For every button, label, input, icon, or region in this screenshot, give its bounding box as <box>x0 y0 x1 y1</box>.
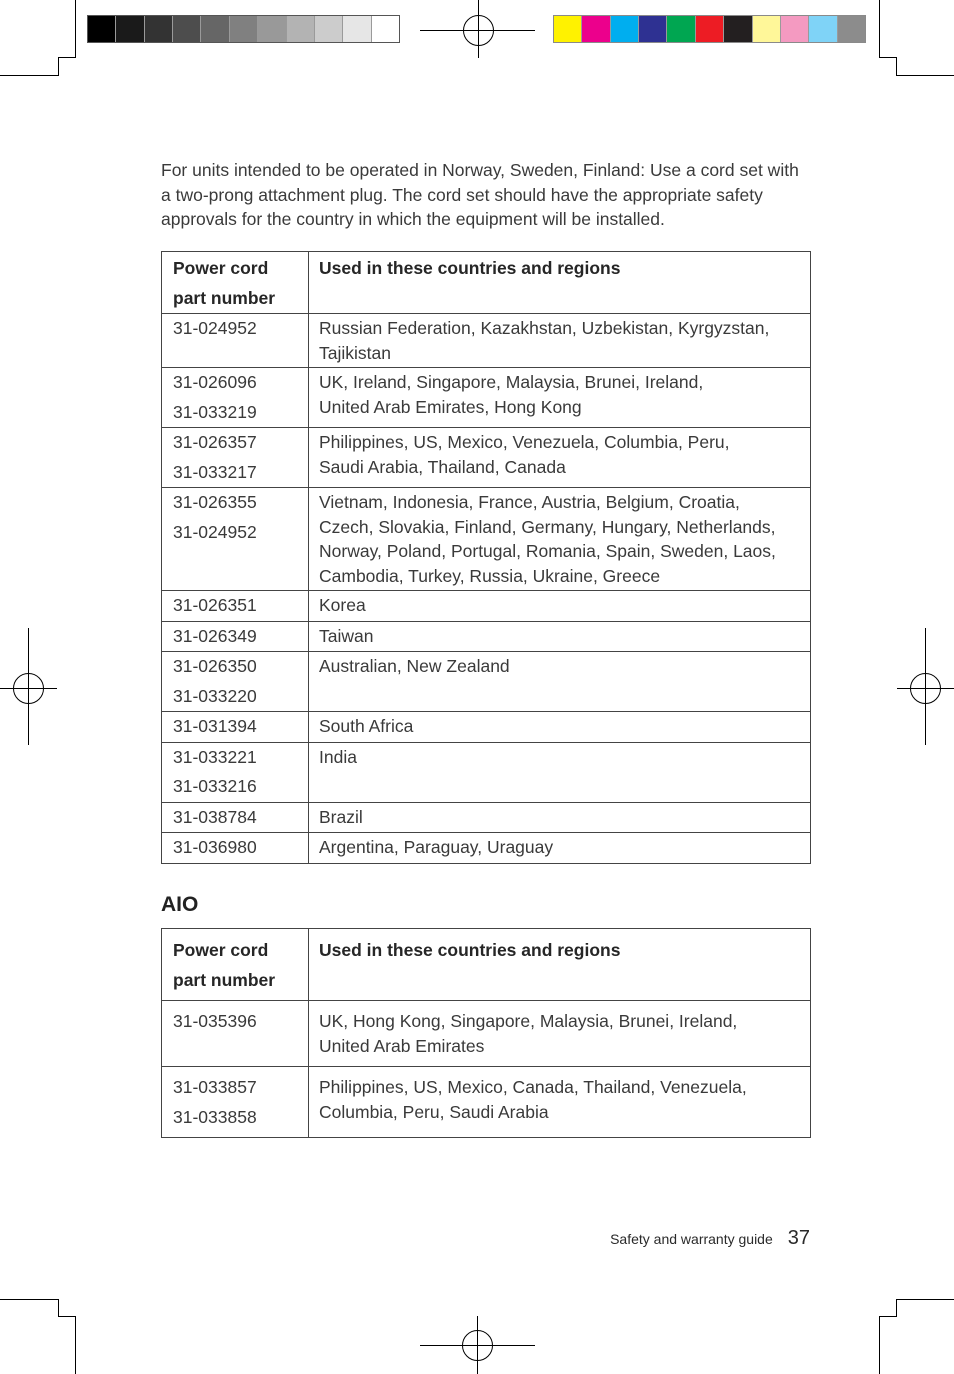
part-number-cell <box>162 802 309 833</box>
countries-cell <box>309 652 811 712</box>
part-number: 31-036980 <box>173 837 257 857</box>
grayscale-swatch <box>173 16 201 42</box>
process-color-bar <box>553 15 866 43</box>
color-swatch <box>667 16 695 42</box>
table-row <box>162 428 811 488</box>
part-number-cell <box>162 488 309 591</box>
countries-line: Saudi Arabia, Thailand, Canada <box>319 456 566 477</box>
part-number: 31-024952 <box>173 318 257 338</box>
intro-paragraph <box>161 158 799 232</box>
part-number: 31-026351 <box>173 595 257 615</box>
part-number: 31-033219 <box>173 401 257 422</box>
countries-cell <box>309 1067 811 1138</box>
crop-mark-bottom-right <box>880 1300 954 1374</box>
grayscale-color-bar <box>87 15 400 43</box>
part-number-cell <box>162 833 309 864</box>
registration-mark-top <box>420 0 535 58</box>
page-footer <box>610 1226 810 1250</box>
table-row <box>162 488 811 591</box>
countries-cell <box>309 428 811 488</box>
header-row <box>162 929 811 1001</box>
header-line: Power cord <box>173 940 269 960</box>
countries-cell <box>309 742 811 802</box>
intro-line: a two-prong attachment plug. The cord set should have the appropriate safety <box>161 184 763 205</box>
countries-cell <box>309 488 811 591</box>
part-number-cell <box>162 1001 309 1067</box>
crop-mark-top-left <box>0 0 76 76</box>
countries-line: Tajikistan <box>319 342 391 363</box>
table-header <box>162 929 811 1001</box>
countries-line: Korea <box>319 595 366 615</box>
header-row <box>162 252 811 314</box>
crop-line <box>0 0 76 76</box>
crop-line <box>0 1300 76 1374</box>
part-number: 31-033217 <box>173 461 257 482</box>
registration-mark-bottom <box>420 1316 535 1374</box>
part-number-header <box>162 252 309 314</box>
crop-mark-bottom-left <box>0 1300 76 1374</box>
part-number-cell <box>162 591 309 622</box>
table-row <box>162 742 811 802</box>
part-number: 31-026350 <box>173 656 257 676</box>
countries-cell <box>309 1001 811 1067</box>
table-row <box>162 368 811 428</box>
part-number: 31-033857 <box>173 1077 257 1097</box>
countries-line: Argentina, Paraguay, Uraguay <box>319 837 554 857</box>
countries-line: Czech, Slovakia, Finland, Germany, Hungary, Netherlands, <box>319 516 776 537</box>
countries-line: Australian, New Zealand <box>319 656 510 676</box>
color-swatch <box>753 16 781 42</box>
part-number: 31-033858 <box>173 1107 257 1127</box>
part-number: 31-026349 <box>173 625 257 646</box>
table-row <box>162 802 811 833</box>
header-line: part number <box>173 970 276 990</box>
countries-cell <box>309 621 811 652</box>
countries-line: United Arab Emirates <box>319 1035 485 1056</box>
grayscale-swatch <box>201 16 229 42</box>
countries-cell <box>309 833 811 864</box>
part-number: 31-026357 <box>173 432 257 452</box>
table-row <box>162 652 811 712</box>
color-swatch <box>724 16 752 42</box>
registration-mark-right <box>897 628 954 745</box>
registration-circle <box>911 674 941 704</box>
table-header <box>162 252 811 314</box>
color-swatch <box>639 16 667 42</box>
color-swatch <box>611 16 639 42</box>
color-swatch <box>781 16 809 42</box>
part-number: 31-033221 <box>173 746 257 767</box>
page-number: 37 <box>787 1227 810 1249</box>
countries-line: UK, Ireland, Singapore, Malaysia, Brunei, Ireland, <box>319 372 704 392</box>
countries-cell <box>309 712 811 743</box>
header-line: part number <box>173 288 276 308</box>
countries-line: Philippines, US, Mexico, Venezuela, Columbia, Peru, <box>319 432 730 452</box>
color-swatch <box>838 16 865 42</box>
crop-mark-top-right <box>880 0 954 76</box>
countries-line: Columbia, Peru, Saudi Arabia <box>319 1101 549 1122</box>
grayscale-swatch <box>343 16 371 42</box>
aio-power-cord-table <box>161 928 811 1138</box>
countries-line: United Arab Emirates, Hong Kong <box>319 396 582 417</box>
color-swatch <box>696 16 724 42</box>
part-number: 31-031394 <box>173 716 257 736</box>
grayscale-swatch <box>287 16 315 42</box>
table-row <box>162 621 811 652</box>
part-number-cell <box>162 621 309 652</box>
table-row <box>162 833 811 864</box>
registration-circle <box>463 1331 493 1361</box>
table-row <box>162 314 811 368</box>
color-swatch <box>582 16 610 42</box>
table-body <box>162 314 811 864</box>
part-number: 31-033216 <box>173 776 257 796</box>
table-row <box>162 1001 811 1067</box>
grayscale-swatch <box>258 16 286 42</box>
table-row <box>162 1067 811 1138</box>
table-row <box>162 591 811 622</box>
grayscale-swatch <box>116 16 144 42</box>
countries-line: South Africa <box>319 716 414 736</box>
countries-cell <box>309 802 811 833</box>
countries-line: Norway, Poland, Portugal, Romania, Spain, Sweden, Laos, <box>319 541 776 561</box>
part-number-cell <box>162 1067 309 1138</box>
countries-line: Taiwan <box>319 625 374 646</box>
part-number-cell <box>162 712 309 743</box>
registration-circle <box>14 674 44 704</box>
grayscale-swatch <box>315 16 343 42</box>
part-number: 31-026355 <box>173 492 257 512</box>
color-swatch <box>809 16 837 42</box>
part-number: 31-024952 <box>173 521 257 542</box>
countries-line: Russian Federation, Kazakhstan, Uzbekistan, Kyrgyzstan, <box>319 318 770 338</box>
crop-line <box>880 1300 954 1374</box>
countries-line: Cambodia, Turkey, Russia, Ukraine, Greece <box>319 565 661 586</box>
countries-cell <box>309 591 811 622</box>
registration-circle <box>464 16 494 46</box>
part-number-cell <box>162 314 309 368</box>
grayscale-swatch <box>88 16 116 42</box>
countries-line: Philippines, US, Mexico, Canada, Thailand, Venezuela, <box>319 1077 747 1097</box>
table-body <box>162 1001 811 1138</box>
guide-title: Safety and warranty guide <box>610 1231 773 1247</box>
part-number-cell <box>162 368 309 428</box>
countries-cell <box>309 368 811 428</box>
color-swatch <box>554 16 582 42</box>
table-row <box>162 712 811 743</box>
countries-header: Used in these countries and regions <box>309 929 811 1001</box>
grayscale-swatch <box>372 16 399 42</box>
grayscale-swatch <box>145 16 173 42</box>
countries-line: Vietnam, Indonesia, France, Austria, Belgium, Croatia, <box>319 492 740 512</box>
countries-line: UK, Hong Kong, Singapore, Malaysia, Brunei, Ireland, <box>319 1011 738 1031</box>
part-number-cell <box>162 652 309 712</box>
part-number: 31-038784 <box>173 806 257 827</box>
registration-mark-left <box>0 628 57 745</box>
countries-line: India <box>319 746 357 767</box>
intro-line: approvals for the country in which the equipment will be installed. <box>161 209 665 229</box>
grayscale-swatch <box>230 16 258 42</box>
countries-line: Brazil <box>319 806 363 827</box>
part-number: 31-035396 <box>173 1011 257 1031</box>
countries-header: Used in these countries and regions <box>309 252 811 314</box>
part-number-cell <box>162 428 309 488</box>
part-number-header <box>162 929 309 1001</box>
countries-cell <box>309 314 811 368</box>
intro-line: For units intended to be operated in Norway, Sweden, Finland: Use a cord set with <box>161 160 799 180</box>
power-cord-table <box>161 251 811 864</box>
part-number: 31-033220 <box>173 685 257 706</box>
header-line: Power cord <box>173 258 269 278</box>
crop-line <box>880 0 954 76</box>
part-number: 31-026096 <box>173 372 257 392</box>
section-heading-aio: AIO <box>161 893 199 916</box>
part-number-cell <box>162 742 309 802</box>
